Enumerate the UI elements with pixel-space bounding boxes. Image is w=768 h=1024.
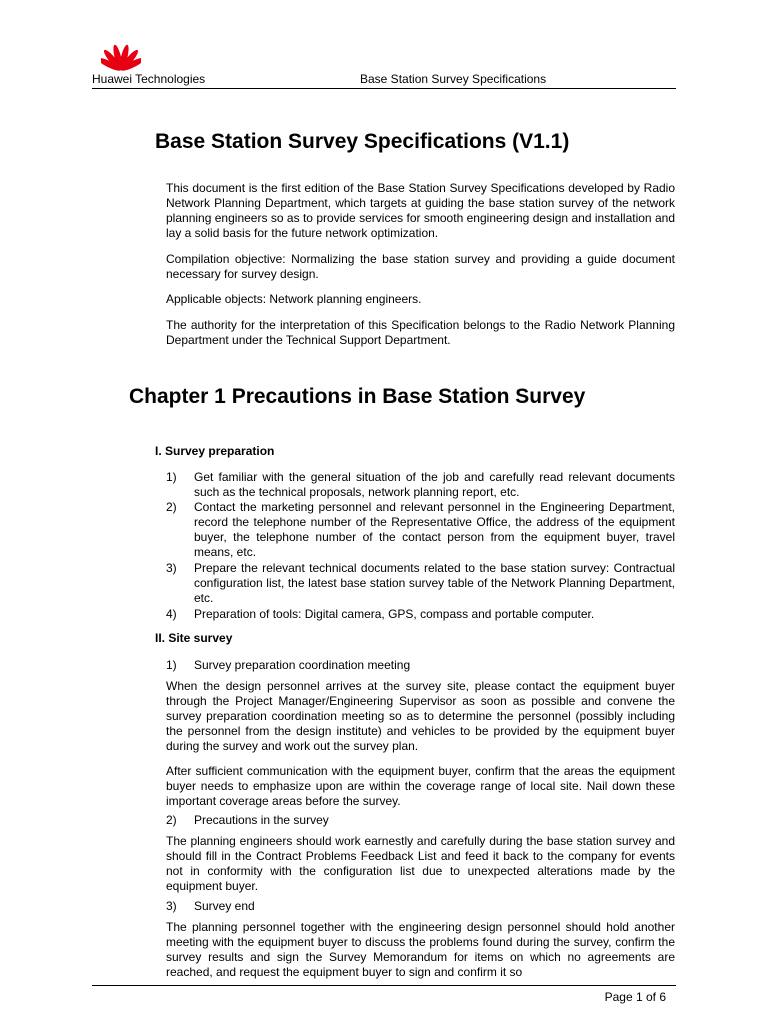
list-item-number: 3) [166,899,177,913]
body-paragraph: When the design personnel arrives at the survey site, please contact the equipment buyer through the Project Manager/Engineering Supervisor as soon as possible and convene the survey preparation coordination meeting so as to determine the personnel (possibly including the personnel from the design institute) and vehicles to be provided by the equipment buyer during the survey and work out the survey plan. [166,679,675,753]
header-divider [92,88,676,89]
list-item-text: Preparation of tools: Digital camera, GPS, compass and portable computer. [194,607,595,621]
body-paragraph: The planning engineers should work earnestly and carefully during the base station survey and should fill in the Contract Problems Feedback List and feed it back to the company for events not in conformity with the configuration list due to unexpected alterations made by the equipment buyer. [166,834,675,893]
list-item-number: 1) [166,470,177,484]
header-company: Huawei Technologies [92,72,206,86]
list-item-text: Get familiar with the general situation of the job and carefully read relevant documents such as the technical proposals, network planning report, etc. [194,470,675,499]
list-item-number: 2) [166,500,177,514]
list-item-number: 2) [166,813,177,827]
list-item-number: 3) [166,561,177,575]
body-paragraph: The planning personnel together with the engineering design personnel should hold another meeting with the equipment buyer to discuss the problems found during the survey, confirm the survey results and sign the Survey Memorandum for items on which no agreements are reached, and request the equipment buyer to sign and confirm it so [166,920,675,979]
list-item-title: Survey preparation coordination meeting [194,658,411,672]
huawei-fan-logo-icon [101,41,141,71]
intro-paragraph: Applicable objects: Network planning engineers. [166,292,422,306]
document-title: Base Station Survey Specifications (V1.1) [155,130,570,153]
section-heading: II. Site survey [155,631,233,645]
page-number: Page 1 of 6 [604,990,666,1004]
intro-paragraph: The authority for the interpretation of this Specification belongs to the Radio Network Planning Department under the Technical Support Department. [166,318,675,347]
list-item-text: Prepare the relevant technical documents related to the base station survey: Contractual configuration list, the latest base station survey table of the Network Planning Department, etc. [194,561,675,605]
list-item-number: 4) [166,607,177,621]
list-item-text: Contact the marketing personnel and relevant personnel in the Engineering Department, record the telephone number of the Representative Office, the address of the equipment buyer, the telephone number of the contact person from the equipment buyer, travel means, etc. [194,500,675,559]
list-item-title: Precautions in the survey [194,813,329,827]
body-paragraph: After sufficient communication with the equipment buyer, confirm that the areas the equipment buyer needs to emphasize upon are within the coverage range of local site. Nail down these important coverage areas before the survey. [166,764,675,808]
intro-paragraph: Compilation objective: Normalizing the base station survey and providing a guide document necessary for survey design. [166,252,675,281]
list-item-title: Survey end [194,899,255,913]
header-doc-title: Base Station Survey Specifications [360,72,547,86]
footer-divider [92,985,676,986]
intro-paragraph: This document is the first edition of the Base Station Survey Specifications developed by Radio Network Planning Department, which targets at guiding the base station survey of the network planning engineers so as to provide services for smooth engineering design and installation and lay a solid basis for the future network optimization. [166,181,675,240]
section-heading: I. Survey preparation [155,444,275,458]
list-item-number: 1) [166,658,177,672]
chapter-heading: Chapter 1 Precautions in Base Station Survey [129,385,586,408]
